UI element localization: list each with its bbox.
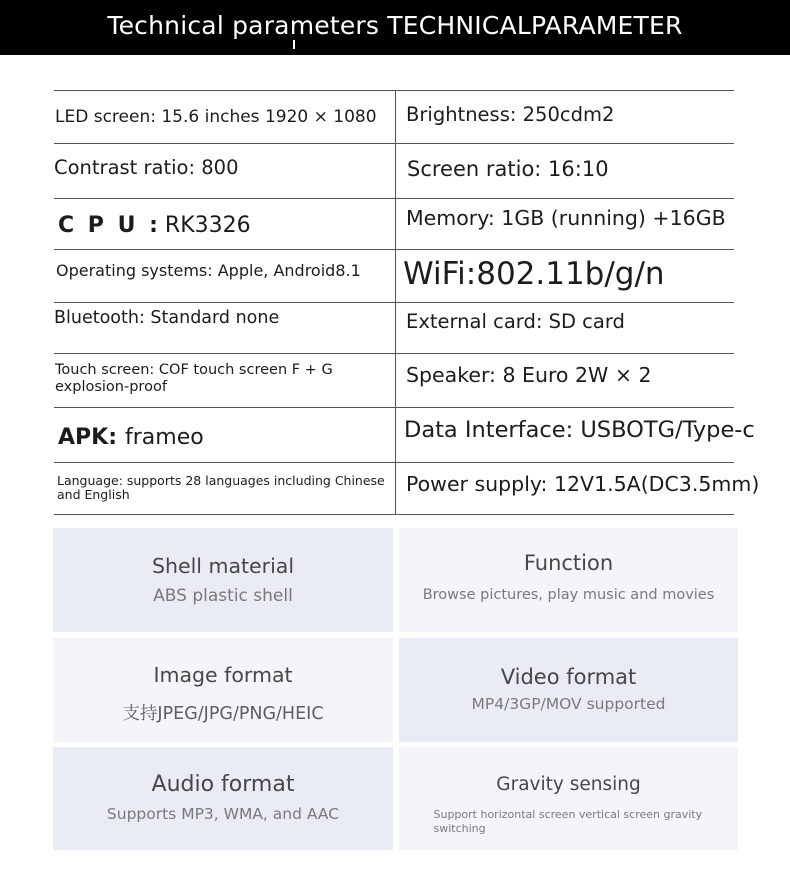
feature-title-audio: Audio format — [151, 772, 295, 797]
feature-sub-video: MP4/3GP/MOV supported — [471, 695, 666, 713]
feature-sub-image: 支持JPEG/JPG/PNG/HEIC — [122, 704, 324, 724]
spec-external-card: External card: SD card — [406, 309, 625, 333]
feature-title-video: Video format — [500, 665, 637, 689]
spec-cpu — [58, 198, 394, 253]
feature-card-image — [53, 638, 393, 742]
spec-brightness: Brightness: 250cdm2 — [406, 102, 615, 126]
spec-led-screen: LED screen: 15.6 inches 1920 × 1080 — [55, 106, 377, 127]
spec-screen-ratio: Screen ratio: 16:10 — [407, 156, 609, 181]
spec-contrast: Contrast ratio: 800 — [54, 155, 239, 179]
spec-table — [54, 90, 760, 515]
spec-data-interface: Data Interface: USBOTG/Type-c — [404, 417, 755, 443]
feature-sub-gravity: Support horizontal screen vertical screen gravity switching — [433, 808, 703, 835]
column-divider — [395, 90, 396, 515]
spec-apk — [58, 407, 394, 467]
page-title: Technical parameters TECHNICALPARAMETER — [107, 11, 683, 40]
cpu-value: RK3326 — [164, 213, 251, 238]
spec-os: Operating systems: Apple, Android8.1 — [56, 261, 361, 280]
apk-label: APK: — [58, 424, 117, 450]
feature-title-shell: Shell material — [151, 554, 295, 578]
spec-speaker: Speaker: 8 Euro 2W × 2 — [406, 363, 652, 387]
feature-sub-shell: ABS plastic shell — [153, 586, 293, 606]
cpu-label: C P U : — [58, 213, 161, 238]
spec-language: Language: supports 28 languages including Chinese and English — [57, 472, 385, 502]
row-divider — [54, 514, 734, 515]
feature-card-video — [399, 638, 738, 742]
spec-bluetooth: Bluetooth: Standard none — [54, 308, 280, 328]
feature-title-function: Function — [523, 551, 614, 575]
feature-card-function — [399, 528, 738, 632]
apk-value: frameo — [125, 424, 204, 450]
feature-title-image: Image format — [153, 663, 293, 687]
feature-title-gravity: Gravity sensing — [496, 774, 641, 795]
spec-wifi: WiFi:802.11b/g/n — [403, 255, 665, 292]
spec-power-supply: Power supply: 12V1.5A(DC3.5mm) — [406, 472, 760, 496]
header-banner — [0, 0, 790, 55]
feature-sub-function: Browse pictures, play music and movies — [422, 587, 715, 603]
cursor-tick — [293, 40, 295, 49]
feature-card-gravity — [399, 747, 738, 850]
spec-touch-screen: Touch screen: COF touch screen F + G explosion-proof — [55, 362, 333, 395]
feature-card-audio — [53, 747, 393, 850]
spec-memory: Memory: 1GB (running) +16GB — [406, 206, 726, 230]
feature-card-shell — [53, 528, 393, 632]
feature-sub-audio: Supports MP3, WMA, and AAC — [106, 805, 340, 823]
